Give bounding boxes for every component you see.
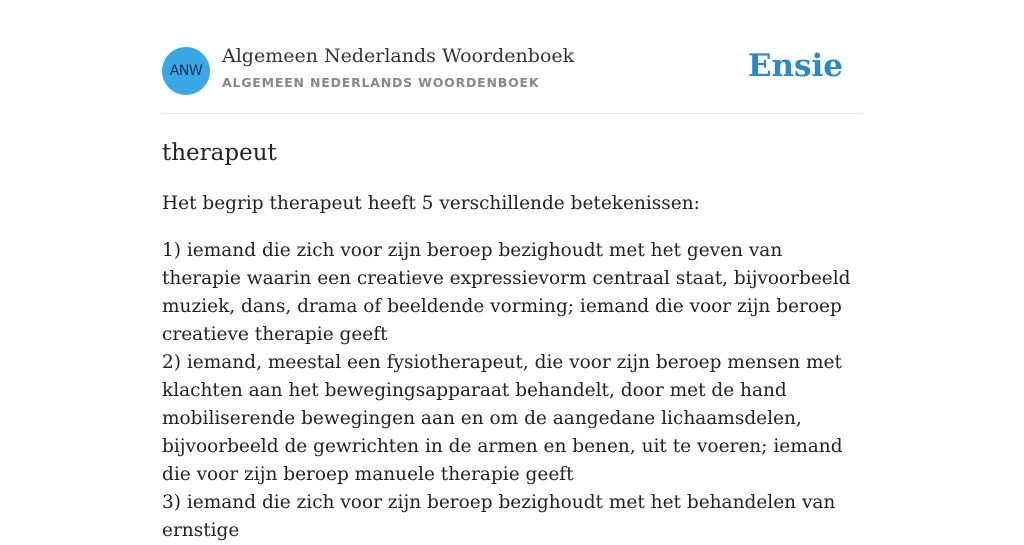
site-subtitle: ALGEMEEN NEDERLANDS WOORDENBOEK	[222, 75, 540, 90]
meaning-item: 2) iemand, meestal een fysiotherapeut, die voor zijn beroep mensen met klachten aan het bewegingsapparaat behandelt, door met de hand mobiliserende bewegingen aan en om de aangedane lichaamsdelen, bijvoorbeeld de gewrichten in de armen en benen, uit te voeren; iemand die voor zijn beroep manuele therapie geeft	[162, 352, 843, 485]
meaning-item: 3) iemand die zich voor zijn beroep bezighoudt met het behandelen van ernstige	[162, 492, 836, 541]
entry-title: therapeut	[162, 140, 277, 166]
meanings-list	[162, 237, 862, 545]
ensie-brand-link[interactable]: Ensie	[747, 48, 843, 84]
meaning-item: 1) iemand die zich voor zijn beroep bezighoudt met het geven van therapie waarin een creatieve expressievorm centraal staat, bijvoorbeeld muziek, dans, drama of beeldende vorming; iemand die voor zijn beroep creatieve therapie geeft	[162, 240, 851, 345]
site-header	[162, 0, 862, 114]
site-name[interactable]: Algemeen Nederlands Woordenboek	[222, 45, 575, 67]
content-container	[162, 0, 862, 545]
anw-logo[interactable]: ANW	[162, 47, 210, 95]
entry-intro: Het begrip therapeut heeft 5 verschillende betekenissen:	[162, 193, 700, 214]
